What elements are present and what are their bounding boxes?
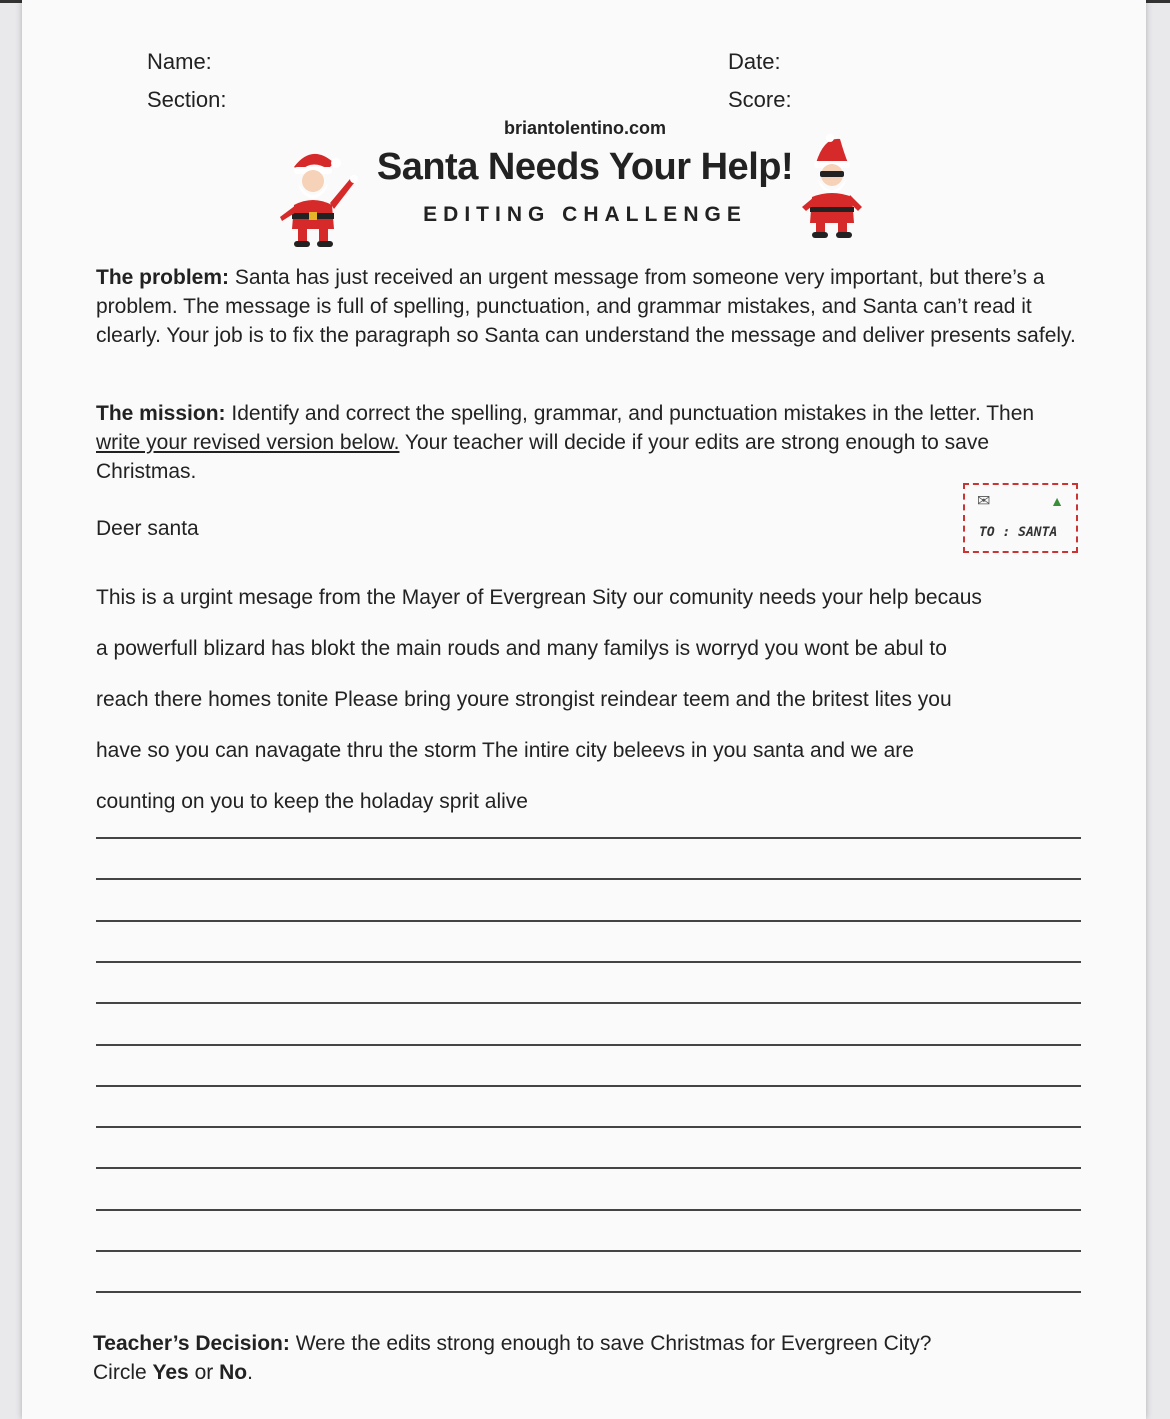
mission-label: The mission: — [96, 402, 226, 425]
writing-line[interactable] — [96, 1250, 1081, 1252]
letter-line: counting on you to keep the holaday sprit alive — [96, 790, 528, 813]
writing-line[interactable] — [96, 1209, 1081, 1211]
letter-line: have so you can navagate thru the storm The intire city beleevs in you santa and we are — [96, 739, 914, 762]
yes-option[interactable]: Yes — [152, 1361, 189, 1384]
writing-line[interactable] — [96, 1291, 1081, 1293]
section-label: Section: — [147, 87, 227, 112]
postmark-icon: ✉ — [977, 493, 991, 510]
page-title: Santa Needs Your Help! — [376, 146, 794, 188]
date-label: Date: — [728, 49, 781, 74]
stamp-to-label: TO : SANTA — [979, 525, 1058, 540]
or-text: or — [188, 1361, 220, 1384]
tree-icon: ▲ — [1050, 493, 1064, 509]
letter-greeting: Deer santa — [96, 517, 199, 540]
decision-label: Teacher’s Decision: — [93, 1332, 290, 1355]
writing-line[interactable] — [96, 878, 1081, 880]
mission-text-before: Identify and correct the spelling, grammar, and punctuation mistakes in the letter. Then — [225, 402, 1035, 425]
circle-text: Circle — [93, 1361, 153, 1384]
writing-line[interactable] — [96, 1126, 1081, 1128]
page-subtitle: EDITING CHALLENGE — [423, 203, 747, 226]
writing-line[interactable] — [96, 961, 1081, 963]
writing-line[interactable] — [96, 920, 1081, 922]
letter-line: This is a urgint mesage from the Mayer of Evergrean Sity our comunity needs your help becaus — [96, 586, 982, 609]
writing-line[interactable] — [96, 1002, 1081, 1004]
problem-text: Santa has just received an urgent message from someone very important, but there’s a problem. The message is full of spelling, punctuation, and grammar mistakes, and Santa can’t read it clearly. Your job is to fix the paragraph so Santa can understand the message and deliver presents safely. — [96, 266, 1076, 347]
period-text: . — [247, 1361, 253, 1384]
problem-paragraph — [96, 263, 1076, 350]
letter-line: reach there homes tonite Please bring youre strongist reindear teem and the britest lites you — [96, 688, 952, 711]
santa-sunglasses-icon — [796, 133, 868, 241]
santa-stamp — [963, 483, 1078, 553]
writing-line[interactable] — [96, 1044, 1081, 1046]
decision-question: Were the edits strong enough to save Christmas for Evergreen City? — [289, 1332, 932, 1355]
mission-paragraph — [96, 399, 1076, 486]
writing-line[interactable] — [96, 837, 1081, 839]
problem-label: The problem: — [96, 266, 230, 289]
letter-line: a powerfull blizard has blokt the main rouds and many familys is worryd you wont be abul to — [96, 637, 947, 660]
mission-underlined-text: write your revised version below. — [96, 431, 400, 454]
writing-line[interactable] — [96, 1085, 1081, 1087]
no-option[interactable]: No — [219, 1361, 248, 1384]
score-label: Score: — [728, 87, 792, 112]
mission-text-after: Your teacher will decide if your edits are strong enough to save Christmas. — [96, 431, 989, 483]
brand-text: briantolentino.com — [504, 118, 666, 138]
writing-line[interactable] — [96, 1167, 1081, 1169]
teacher-decision — [93, 1329, 1073, 1387]
name-label: Name: — [147, 49, 212, 74]
